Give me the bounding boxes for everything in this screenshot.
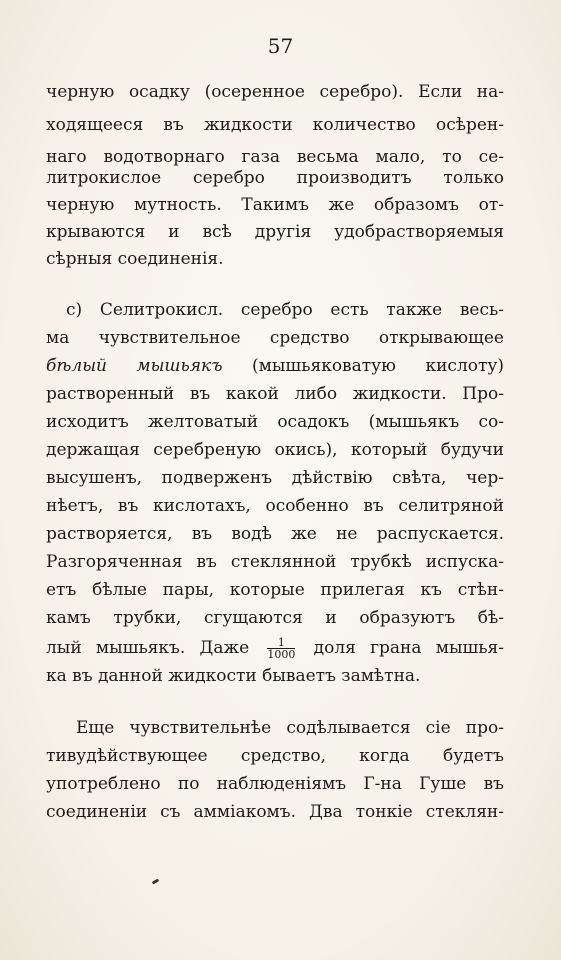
text-line: растворяется, въ водѣ же не распускается.: [46, 524, 504, 544]
fraction-numerator: 1: [267, 637, 295, 649]
text-line: черную осадку (осеренное серебро). Если на-: [46, 82, 504, 102]
text-line: тивудѣйствующее средство, когда будетъ: [46, 746, 504, 766]
text-line: Разгоряченная въ стеклянной трубкѣ испуска-: [46, 552, 504, 572]
ink-speck: [152, 878, 160, 884]
text-line: высушенъ, подверженъ дѣйствію свѣта, чер-: [46, 468, 504, 488]
text-line: Еще чувствительнѣе содѣлывается сіе про-: [76, 718, 504, 738]
text-line: крываются и всѣ другія удобрастворяемыя: [46, 222, 504, 242]
text-line-with-italic: [46, 354, 504, 378]
text-line: растворенный въ какой либо жидкости. Про-: [46, 384, 504, 404]
text-line: исходитъ желтоватый осадокъ (мышьякъ со-: [46, 412, 504, 432]
text-span: (мышьяковатую кислоту): [252, 356, 504, 376]
text-span: лый мышьякъ. Даже: [46, 638, 250, 658]
italic-term: бѣлый мышьякъ: [46, 356, 223, 376]
text-line-with-fraction: [46, 636, 504, 660]
text-line: етъ бѣлые пары, которые прилегая къ стѣн-: [46, 580, 504, 600]
text-line: с) Селитрокисл. серебро есть также весь-: [66, 300, 504, 320]
text-line: ходящееся въ жидкости количество осѣрен-: [46, 115, 504, 135]
text-line: литрокислое серебро производитъ только: [46, 168, 504, 188]
text-span: доля грана мышья-: [313, 638, 504, 658]
page-number: 57: [267, 34, 294, 58]
text-line: сѣрныя соединенія.: [46, 249, 224, 269]
text-line: нѣетъ, въ кислотахъ, особенно въ селитряной: [46, 496, 504, 516]
text-line: держащая серебреную окись), который будучи: [46, 440, 504, 460]
text-line: употреблено по наблюденіямъ Г-на Гуше въ: [46, 774, 504, 794]
text-line: черную мутность. Такимъ же образомъ от-: [46, 195, 504, 215]
text-line: ма чувствительное средство открывающее: [46, 328, 504, 348]
text-line: ка въ данной жидкости бываетъ замѣтна.: [46, 666, 421, 686]
text-line: наго водотворнаго газа весьма мало, то се-: [46, 147, 504, 167]
fraction-denominator: 1000: [267, 648, 296, 660]
text-line: камъ трубки, сгущаются и образуютъ бѣ-: [46, 608, 504, 628]
text-line: соединеніи съ аммiакомъ. Два тонкіе стеклян-: [46, 802, 504, 822]
fraction: [267, 637, 295, 660]
